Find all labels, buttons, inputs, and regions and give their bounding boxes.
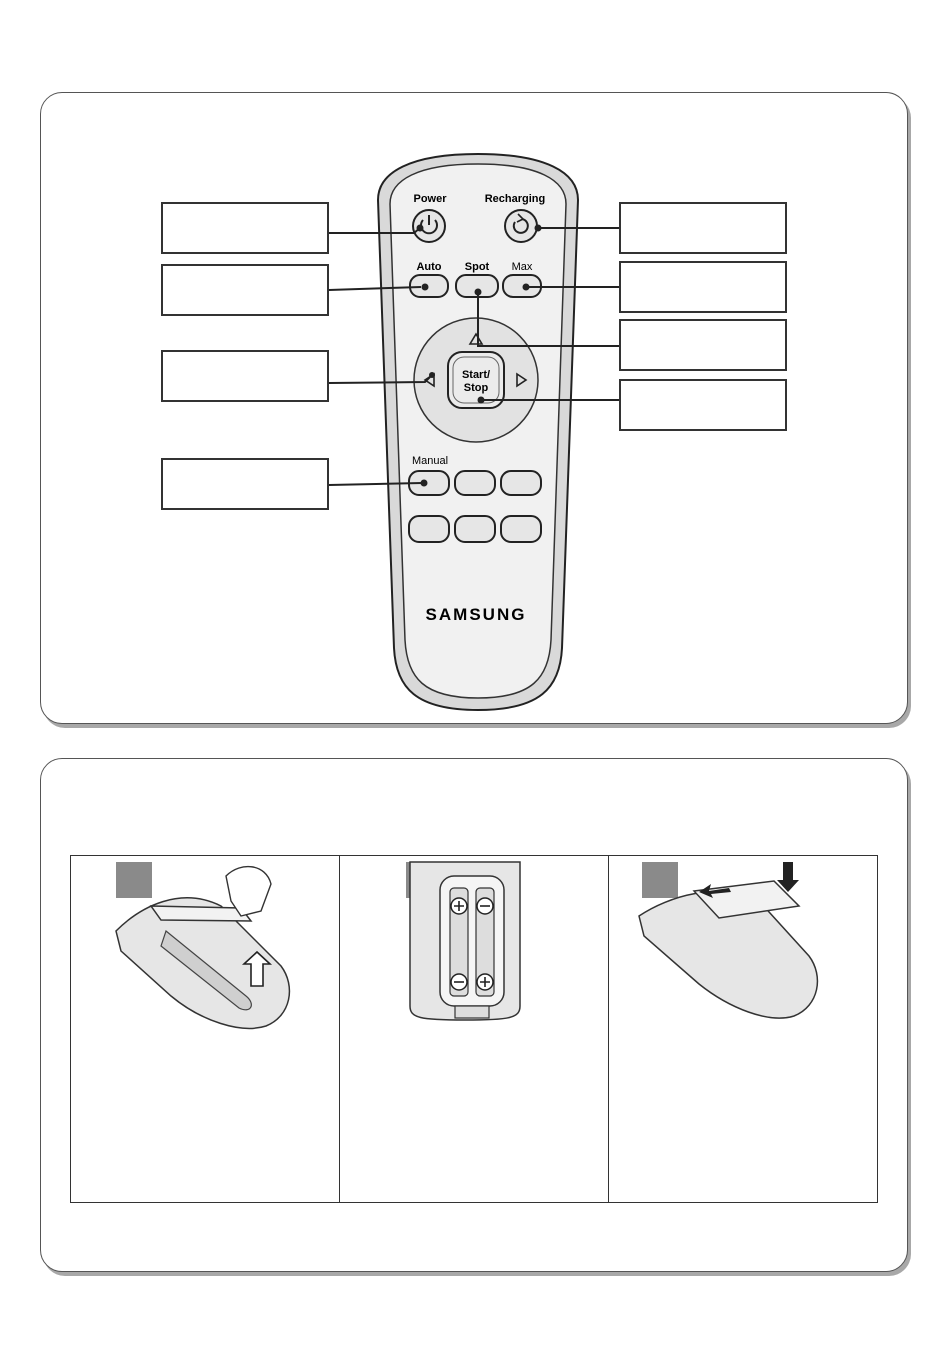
step-badge <box>642 862 678 898</box>
start-stop-label-line1: Start/ <box>461 369 491 381</box>
blank-button-1 <box>455 471 495 495</box>
spot-label: Spot <box>464 261 490 273</box>
auto-button <box>410 275 448 297</box>
blank-button-5 <box>501 516 541 542</box>
max-label: Max <box>511 261 533 273</box>
step-badge <box>116 862 152 898</box>
step-2-cell <box>340 856 609 1202</box>
insert-batteries-illustration <box>340 856 609 1202</box>
start-stop-label-line2: Stop <box>463 382 489 394</box>
power-label: Power <box>413 193 447 205</box>
blank-button-3 <box>409 516 449 542</box>
remove-cover-illustration <box>71 856 340 1202</box>
blank-button-4 <box>455 516 495 542</box>
close-cover-illustration <box>609 856 878 1202</box>
battery-steps-table <box>70 855 878 1203</box>
recharging-button <box>505 210 537 242</box>
step-3-cell <box>609 856 877 1202</box>
auto-label: Auto <box>416 261 442 273</box>
brand-logo: SAMSUNG <box>425 605 527 624</box>
step-number: 3 <box>659 886 661 887</box>
step-1-cell <box>71 856 340 1202</box>
blank-button-2 <box>501 471 541 495</box>
manual-label: Manual <box>411 455 449 467</box>
recharging-label: Recharging <box>484 193 546 205</box>
step-number: 1 <box>133 886 135 887</box>
